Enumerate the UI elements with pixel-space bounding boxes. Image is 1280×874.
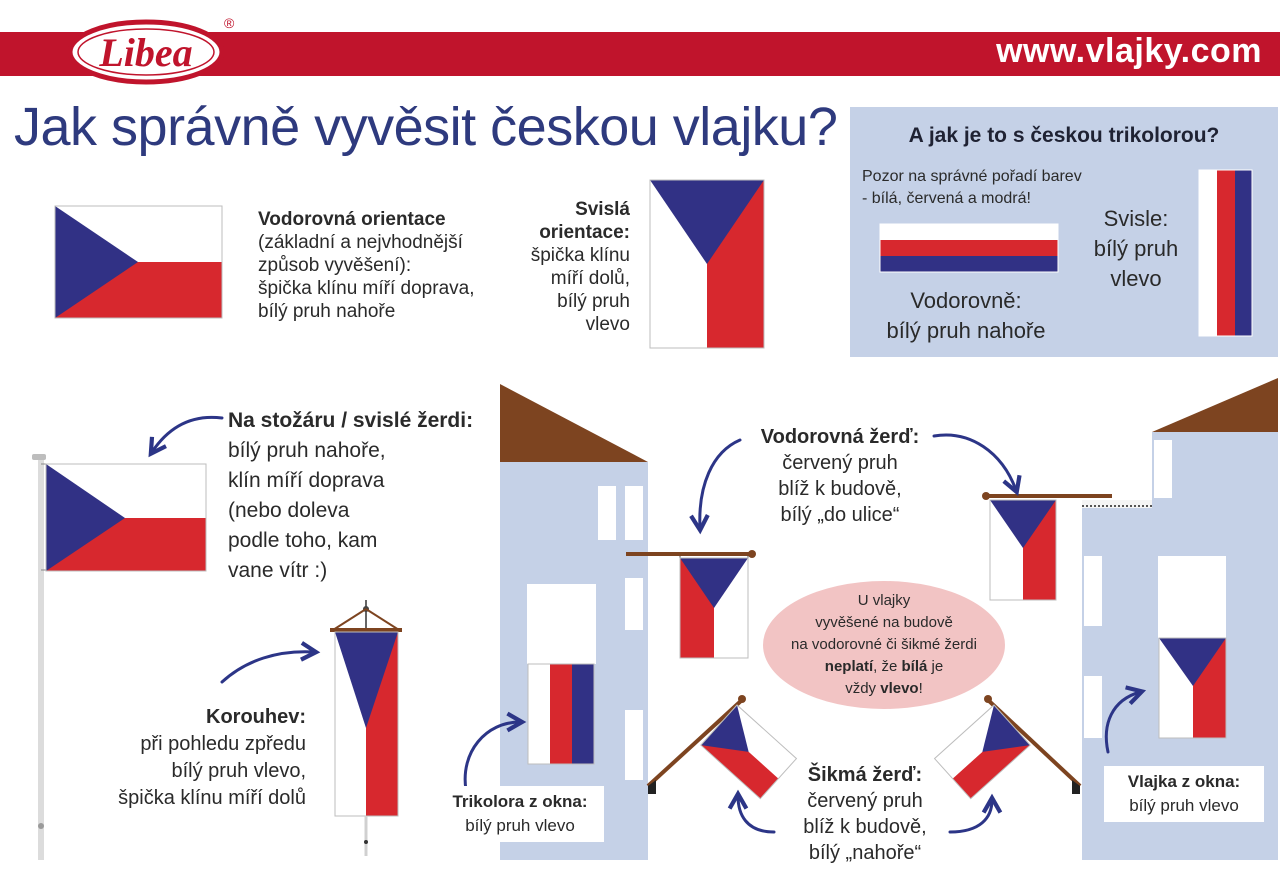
window bbox=[1158, 556, 1226, 638]
window bbox=[625, 710, 643, 780]
window bbox=[625, 486, 643, 540]
arrow-to-right-horizontal-pole bbox=[934, 435, 1016, 490]
website-url[interactable]: www.vlajky.com bbox=[996, 32, 1262, 70]
slanted-pole-left bbox=[648, 695, 796, 799]
banner-heading: Korouhev: bbox=[206, 706, 306, 728]
mast-heading: Na stožáru / svislé žerdi: bbox=[228, 409, 474, 432]
tricolor-horizontal-flag bbox=[880, 224, 1058, 272]
tricolor-vertical-flag bbox=[1199, 170, 1252, 336]
slanted-pole-right bbox=[935, 695, 1080, 799]
arrow-to-mast-flag bbox=[152, 417, 222, 452]
tricolor-vertical-caption: Svisle: bílý pruh vlevo bbox=[1093, 206, 1179, 291]
arrow-to-banner bbox=[222, 652, 314, 682]
tricolor-panel-title: A jak je to s českou trikolorou? bbox=[908, 124, 1220, 147]
page-title: Jak správně vyvěsit českou vlajku? bbox=[14, 97, 838, 157]
vertical-orientation-caption: Svislá orientace: špička klínu míří dolů, bílý pruh vlevo bbox=[530, 199, 630, 335]
info-bubble-text: U vlajky vyvěšené na budově na vodorovné či šikmé žerdi neplatí, že bílá je vždy vlevo! bbox=[791, 592, 977, 697]
horizontal-flag bbox=[55, 206, 222, 318]
horizontal-orientation-heading: Vodorovná orientace bbox=[258, 209, 446, 230]
logo-text: Libea bbox=[99, 30, 193, 75]
window bbox=[1084, 556, 1102, 626]
window bbox=[625, 578, 643, 630]
flag-window-flag bbox=[1159, 638, 1226, 738]
horizontal-orientation-caption: Vodorovná orientace (základní a nejvhodnější způsob vyvěšení): špička klínu míří doprava, bílý pruh nahoře bbox=[258, 209, 475, 322]
tricolor-window-flag bbox=[528, 664, 594, 764]
slanted-pole-caption: Šikmá žerď: červený pruh blíž k budově, bílý „nahoře“ bbox=[780, 762, 950, 866]
banner-flag bbox=[330, 600, 402, 856]
tricolor-panel-note: Pozor na správné pořadí barev - bílá, červená a modrá! bbox=[862, 168, 1082, 207]
vertical-flag bbox=[650, 180, 764, 348]
arrow-to-left-horizontal-pole bbox=[700, 440, 740, 528]
arrow-to-left-slanted-pole bbox=[738, 796, 774, 832]
window bbox=[527, 584, 596, 664]
slanted-pole-heading: Šikmá žerď: bbox=[807, 764, 923, 786]
tricolor-horizontal-caption: Vodorovně: bílý pruh nahoře bbox=[886, 288, 1046, 343]
horizontal-pole-caption: Vodorovná žerď: červený pruh blíž k budově, bílý „do ulice“ bbox=[740, 424, 940, 528]
mast-flag bbox=[46, 464, 206, 571]
mast-flagpole bbox=[32, 454, 47, 860]
banner-caption: Korouhev: při pohledu zpředu bílý pruh vlevo, špička klínu míří dolů bbox=[60, 704, 306, 812]
mast-caption: Na stožáru / svislé žerdi: bílý pruh nahoře, klín míří doprava (nebo doleva podle toho, kam vane vítr :) bbox=[228, 406, 498, 586]
window bbox=[598, 486, 616, 540]
window bbox=[1154, 440, 1172, 498]
tricolor-window-label: Trikolora z okna: bílý pruh vlevo bbox=[436, 786, 604, 842]
flag-window-label: Vlajka z okna: bílý pruh vlevo bbox=[1104, 766, 1264, 822]
arrow-to-right-slanted-pole bbox=[950, 800, 992, 832]
registered-mark: ® bbox=[224, 15, 235, 31]
horizontal-pole-heading: Vodorovná žerď: bbox=[760, 426, 920, 448]
window bbox=[1084, 676, 1102, 738]
